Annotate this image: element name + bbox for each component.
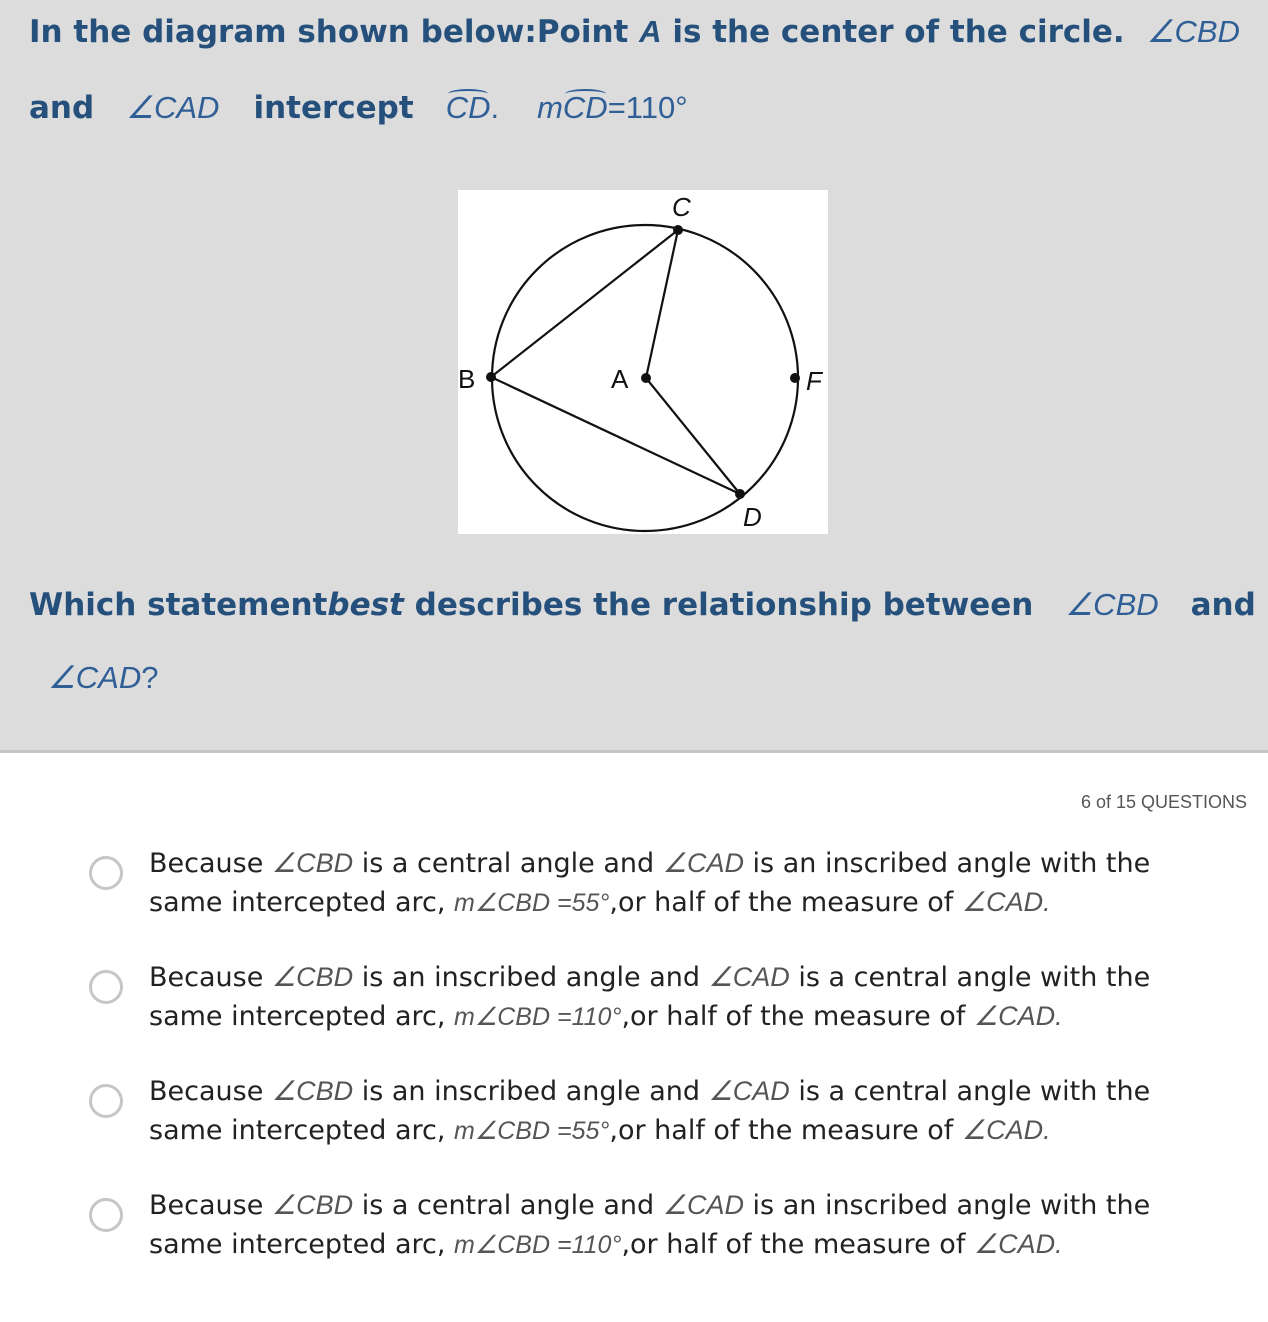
question-counter: 6 of 15 QUESTIONS (1080, 792, 1247, 812)
choice-text (149, 1186, 1150, 1264)
arc-cd: CD (446, 88, 491, 128)
choice-angle: ∠CAD (708, 1076, 790, 1106)
choice-line-1 (149, 1186, 1150, 1225)
question-text: In the diagram shown below:Point (29, 14, 640, 50)
choice-text-part: same intercepted arc, (149, 1115, 455, 1146)
prompt-question-mark: ? (141, 660, 159, 695)
choice-text-part: is an inscribed angle with the (743, 1190, 1151, 1221)
prompt-angle-cad: ∠CAD (48, 660, 142, 695)
measure-m: m (537, 90, 563, 125)
point-c (673, 225, 683, 235)
choice-angle: ∠CAD (662, 1190, 744, 1220)
arc-cd-measure: CD (563, 88, 608, 128)
period: . (490, 90, 500, 125)
choice-angle: ∠CAD (973, 1229, 1056, 1259)
choice-text (149, 958, 1150, 1036)
label-c: C (672, 192, 691, 222)
choice-expression: m∠CBD =110° (454, 1231, 622, 1259)
radius-ad (646, 378, 740, 494)
circle-diagram (458, 190, 828, 534)
choice-text-part: same intercepted arc, (149, 1001, 455, 1032)
choice-line-1 (149, 958, 1150, 997)
choice-text-part: . (1043, 1115, 1051, 1145)
answer-choice[interactable] (89, 958, 1249, 1038)
arc-measure-value: =110° (607, 90, 688, 125)
circle-figure (458, 190, 828, 534)
choice-expression: m∠CBD =55° (454, 889, 610, 917)
label-b: B (458, 364, 476, 394)
choice-text-part: is an inscribed angle with the (743, 848, 1151, 879)
answer-choice[interactable] (89, 1072, 1249, 1152)
choice-text-part: Because (149, 1190, 272, 1221)
choice-expression: m∠CBD =55° (454, 1117, 610, 1145)
choice-text-part: ,or half of the measure of (609, 1115, 962, 1146)
point-a (641, 373, 651, 383)
point-b (486, 372, 496, 382)
choice-text-part: ,or half of the measure of (621, 1001, 974, 1032)
radio-button[interactable] (89, 856, 123, 890)
angle-cbd: ∠CBD (1146, 14, 1240, 49)
prompt-text: describes the relationship between (403, 587, 1034, 623)
choice-line-2 (149, 997, 1150, 1036)
choice-text-part: ,or half of the measure of (609, 887, 962, 918)
radio-button[interactable] (89, 970, 123, 1004)
choice-angle: ∠CAD (961, 1115, 1044, 1145)
prompt-emphasis: best (327, 587, 404, 623)
choice-angle: ∠CBD (271, 1190, 354, 1220)
choice-angle: ∠CAD (973, 1001, 1056, 1031)
choice-text-part: is a central angle with the (789, 1076, 1151, 1107)
point-f (790, 373, 800, 383)
choice-text-part: . (1055, 1229, 1063, 1259)
point-d (735, 489, 745, 499)
label-f: F (806, 366, 822, 396)
choice-angle: ∠CBD (271, 962, 354, 992)
radio-button[interactable] (89, 1198, 123, 1232)
choice-text-part: is an inscribed angle and (353, 1076, 709, 1107)
question-prompt (29, 585, 1256, 625)
choice-text (149, 844, 1150, 922)
choice-angle: ∠CAD (961, 887, 1044, 917)
question-text: and (29, 90, 95, 126)
choice-text-part: Because (149, 1076, 272, 1107)
choice-angle: ∠CAD (662, 848, 744, 878)
choice-angle: ∠CBD (271, 848, 354, 878)
choice-text-part: ,or half of the measure of (621, 1229, 974, 1260)
prompt-angle-cbd: ∠CBD (1065, 587, 1159, 622)
answer-choice[interactable] (89, 844, 1249, 924)
label-a: A (611, 364, 629, 394)
label-d: D (743, 502, 762, 532)
angle-cad: ∠CAD (126, 90, 220, 125)
choice-text-part: Because (149, 848, 272, 879)
radio-button[interactable] (89, 1084, 123, 1118)
prompt-text: and (1190, 587, 1256, 623)
choice-expression: m∠CBD =110° (454, 1003, 622, 1031)
question-line-1 (29, 12, 1240, 52)
choice-text (149, 1072, 1150, 1150)
choice-line-1 (149, 1072, 1150, 1111)
question-line-2 (29, 88, 688, 128)
question-prompt-line-2 (48, 658, 159, 698)
choice-line-2 (149, 1225, 1150, 1264)
choice-angle: ∠CAD (708, 962, 790, 992)
choice-angle: ∠CBD (271, 1076, 354, 1106)
choice-text-part: is a central angle and (353, 848, 663, 879)
choice-text-part: same intercepted arc, (149, 1229, 455, 1260)
choice-text-part: is a central angle with the (789, 962, 1151, 993)
question-text: intercept (253, 90, 414, 126)
choice-text-part: same intercepted arc, (149, 887, 455, 918)
choice-line-2 (149, 1111, 1150, 1150)
answer-choice[interactable] (89, 1186, 1249, 1266)
question-text: is the center of the circle. (661, 14, 1125, 50)
choice-text-part: Because (149, 962, 272, 993)
center-point-label: A (639, 14, 662, 49)
choice-text-part: is a central angle and (353, 1190, 663, 1221)
choice-line-2 (149, 883, 1150, 922)
choice-text-part: . (1043, 887, 1051, 917)
prompt-text: Which statement (29, 587, 328, 623)
choice-line-1 (149, 844, 1150, 883)
choice-text-part: . (1055, 1001, 1063, 1031)
choice-text-part: is an inscribed angle and (353, 962, 709, 993)
